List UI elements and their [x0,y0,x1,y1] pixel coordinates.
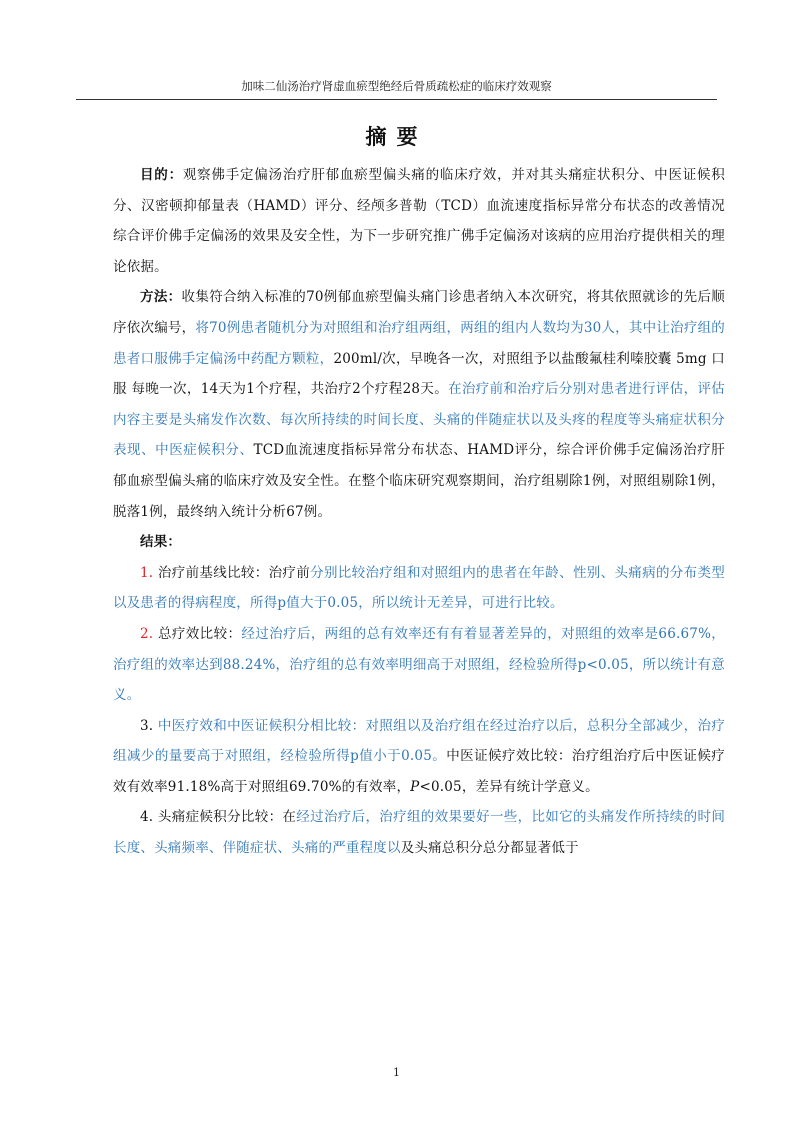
result-3-text-2: <0.05，差异有统计学意义。 [419,778,599,795]
results-heading [113,527,725,558]
results-label: 结果： [140,534,182,551]
methods-text-1: 收集符合纳入标准的70例郁血瘀型偏头痛门诊患者纳入本次研究，将其依照就诊的先后顺序依次编号， [113,289,725,336]
methods-text-2: 将70例患者随机分为对照组和治疗组两组，两组的组内人数均为30人，其中让治疗组的患者口服佛手定偏汤中药配方颗粒， [113,319,725,367]
result-3-number: 3. [140,717,154,734]
result-1-text: 分别比较治疗组和对照组内的患者在年龄、性别、头痛病的分布类型以及患者的得病程度，所得p值大于0.05，所以统计无差异，可进行比较。 [113,564,726,612]
result-item-3 [113,711,725,803]
objective-label: 目的： [140,167,183,183]
objective-text: 观察佛手定偏汤治疗肝郁血瘀型偏头痛的临床疗效，并对其头痛症状积分、中医证候积分、汉密顿抑郁量表（HAMD）评分、经颅多普勒（TCD）血流速度指标异常分布状态的改善情况综合评价佛手定偏汤的效果及安全性，为下一步研究推广佛手定偏汤对该病的应用治疗提供相关的理论依据。 [113,167,725,275]
result-item-2 [113,619,725,711]
result-2-text: 经过治疗后，两组的总有效率还有有着显著差异的，对照组的效率是66.67%，治疗组的效率达到88.24%，治疗组的总有效率明细高于对照组，经检验所得p<0.05，所以统计有意义。 [113,625,725,704]
header-rule [76,99,717,100]
result-4-tail: 及头痛总积分总分都显著低于 [400,840,579,857]
abstract-body [113,160,725,864]
result-3-text-blue: 对照组以及治疗组在经过治疗以后，总积分全部减少，治疗组减少的量要高于对照组，经检验所得p值小于0.05。 [113,717,726,765]
result-2-lead: 总疗效比较： [157,625,242,642]
methods-text-5: TCD血流速度指标异常分布状态、HAMD评分，综合评价佛手定偏汤治疗肝郁血瘀型偏头痛的临床疗效及安全性。在整个临床研究观察期间，治疗组剔除1例，对照组剔除1例，脱落1例，最终纳入统计分析67例。 [113,442,726,520]
result-1-number: 1. [140,564,154,581]
result-2-number: 2. [140,625,154,642]
result-3-p-italic: P [410,778,420,795]
result-4-number: 4. [140,809,154,826]
result-item-1 [113,558,725,619]
objective-paragraph [113,160,725,282]
result-1-lead: 治疗前基线比较：治疗前 [157,564,311,581]
methods-text-4: 在治疗前和治疗后分别对患者进行评估，评估内容主要是头痛发作次数、每次所持续的时间长度、头痛的伴随症状以及头疼的程度等头痛症状积分表现、中医症候积分、 [113,381,725,459]
running-header: 加味二仙汤治疗肾虚血瘀型绝经后骨质疏松症的临床疗效观察 [241,79,552,93]
result-3-text-1: 中医证候疗效比较：治疗组治疗后中医证候疗效有效率91.18%高于对照组69.70%的有效率， [113,748,725,795]
result-4-text: 经过治疗后，治疗组的效果要好一些，比如它的头痛发作所持续的时间长度、头痛频率、伴随症状、头痛的严重程度以 [113,809,726,857]
page-number: 1 [393,1066,400,1079]
methods-text-3: 200ml/次，早晚各一次，对照组予以盐酸氟桂利嗪胶囊 5mg 口服 每晚一次，14天为1个疗程，共治疗2个疗程28天。 [113,350,726,398]
result-item-4 [113,802,725,863]
result-4-lead: 头痛症候积分比较：在 [157,809,297,826]
result-3-lead: 中医疗效和中医证候积分相比较： [157,717,366,734]
methods-label: 方法： [140,289,182,306]
methods-paragraph [113,282,725,527]
page-title: 摘要 [365,124,428,149]
